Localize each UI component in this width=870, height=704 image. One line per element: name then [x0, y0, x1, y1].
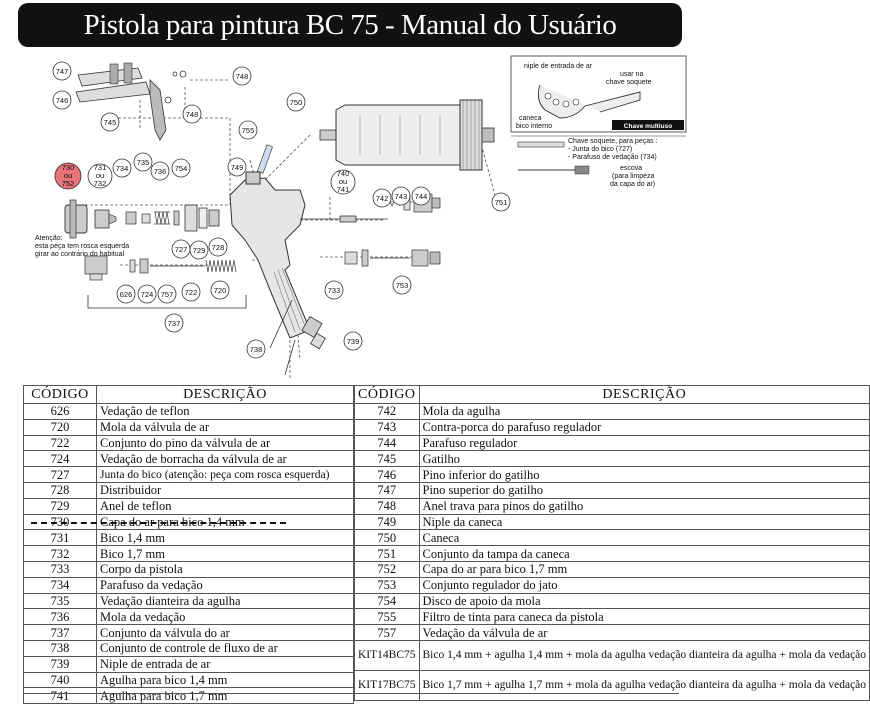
part-description: Conjunto do pino da válvula de ar [97, 435, 354, 451]
callout-729-label: 729 [192, 246, 206, 255]
part-description: Vedação de teflon [97, 404, 354, 420]
callout-734-label: 734 [115, 164, 129, 173]
description-header: DESCRIÇÃO [97, 386, 354, 404]
description-header: DESCRIÇÃO [419, 386, 870, 404]
bottom-rule [23, 693, 679, 694]
part-description: Capa do ar para bico 1,7 mm [419, 561, 870, 577]
callout-742-label: 742 [375, 194, 389, 203]
air-cap-illustration [65, 200, 87, 238]
table-row [355, 467, 870, 483]
wrench-socket-label-1: usar na [620, 71, 644, 78]
fan-regulator-illustration [345, 250, 440, 266]
callout-754-label: 754 [174, 164, 188, 173]
part-code: KIT14BC75 [355, 640, 420, 670]
part-code: 736 [24, 609, 97, 625]
gun-body-illustration [230, 172, 310, 338]
part-description: Conjunto regulador do jato [419, 577, 870, 593]
callout-753-label: 753 [395, 281, 409, 290]
attention-line-3: girar ao contrário do habitual [35, 251, 125, 258]
callout-740-label: 740 [336, 169, 350, 178]
part-code: 755 [355, 609, 420, 625]
part-code: 722 [24, 435, 97, 451]
callout-731-or: ou [95, 171, 105, 180]
part-description: Parafuso da vedação [97, 577, 354, 593]
part-code: 754 [355, 593, 420, 609]
table-row [355, 419, 870, 435]
part-code: KIT17BC75 [355, 670, 420, 700]
part-code: 731 [24, 530, 97, 546]
part-description: Niple de entrada de ar [97, 656, 354, 672]
callout-736-label: 736 [153, 167, 167, 176]
table-row [24, 498, 354, 514]
table-row [24, 419, 354, 435]
callout-722-label: 722 [184, 288, 198, 297]
part-code: 734 [24, 577, 97, 593]
table-row [24, 688, 354, 704]
part-description: Bico 1,7 mm [97, 546, 354, 562]
callout-733-label: 733 [327, 286, 341, 295]
wrench-cap-label-2: bico interno [516, 123, 553, 130]
part-code: 743 [355, 419, 420, 435]
part-code: 626 [24, 404, 97, 420]
table-row [355, 435, 870, 451]
callout-752-label: 752 [61, 179, 75, 188]
part-code: 741 [24, 688, 97, 704]
multi-wrench-badge: Chave multiuso [623, 123, 673, 130]
part-code: 739 [24, 656, 97, 672]
table-row [355, 670, 870, 700]
cup-illustration [320, 100, 494, 170]
part-description: Parafuso regulador [419, 435, 870, 451]
table-row [24, 404, 354, 420]
socket-wrench-icon [518, 142, 564, 147]
exploded-parts-diagram [0, 48, 700, 384]
parts-table-right [354, 385, 870, 701]
part-description: Filtro de tinta para caneca da pistola [419, 609, 870, 625]
callout-741-label: 741 [336, 185, 350, 194]
table-row [24, 451, 354, 467]
table-row [355, 514, 870, 530]
part-description: Anel de teflon [97, 498, 354, 514]
trigger-illustration [150, 80, 166, 140]
part-code: 742 [355, 404, 420, 420]
part-code: 729 [24, 498, 97, 514]
part-code: 749 [355, 514, 420, 530]
callout-749-label: 749 [230, 163, 244, 172]
nozzle-illustration [95, 210, 116, 228]
part-code: 747 [355, 482, 420, 498]
table-row [355, 593, 870, 609]
callout-747-label: 747 [55, 67, 69, 76]
part-code: 744 [355, 435, 420, 451]
table-row [24, 577, 354, 593]
callout-748-label: 748 [235, 72, 249, 81]
table-row [24, 546, 354, 562]
part-code: 751 [355, 546, 420, 562]
air-valve-parts-illustration [85, 256, 236, 280]
part-description: Corpo da pistola [97, 561, 354, 577]
table-row [355, 609, 870, 625]
part-description: Agulha para bico 1,4 mm [97, 672, 354, 688]
table-row [355, 498, 870, 514]
table-row [24, 435, 354, 451]
wrench-socket-label-2: chave soquete [606, 79, 652, 86]
part-description: Mola da vedação [97, 609, 354, 625]
code-header: CÓDIGO [24, 386, 97, 404]
callout-745-label: 745 [103, 118, 117, 127]
part-description: Pino inferior do gatilho [419, 467, 870, 483]
part-description: Bico 1,4 mm [97, 530, 354, 546]
table-row [24, 656, 354, 672]
part-description: Anel trava para pinos do gatilho [419, 498, 870, 514]
table-row [24, 609, 354, 625]
table-row [355, 577, 870, 593]
part-code: 724 [24, 451, 97, 467]
ring-clip-illustration [165, 71, 186, 103]
part-description: Mola da agulha [419, 404, 870, 420]
part-description: Junta do bico (atenção: peça com rosca esquerda) [97, 467, 354, 483]
table-row [355, 640, 870, 670]
part-code: 752 [355, 561, 420, 577]
socket-wrench-box [511, 136, 686, 188]
callout-732-label: 732 [93, 179, 107, 188]
callout-720-label: 720 [213, 286, 227, 295]
callout-755-label: 755 [241, 126, 255, 135]
part-code: 757 [355, 625, 420, 641]
table-row [24, 561, 354, 577]
parts-table-left [23, 385, 354, 704]
part-code: 732 [24, 546, 97, 562]
callout-748b-label: 748 [185, 110, 199, 119]
part-description: Disco de apoio da mola [419, 593, 870, 609]
part-description: Conjunto da válvula do ar [97, 625, 354, 641]
socket-line-1: Chave soquete, para peças : [568, 138, 658, 145]
callout-730-or: ou [63, 171, 73, 180]
needle-illustration [300, 216, 388, 222]
part-description: Distribuidor [97, 482, 354, 498]
part-description: Capa do ar para bico 1,4 mm [97, 514, 354, 530]
table-row [355, 625, 870, 641]
code-header: CÓDIGO [355, 386, 420, 404]
dashed-underline-730 [31, 522, 286, 524]
part-description: Agulha para bico 1,7 mm [97, 688, 354, 704]
part-code: 745 [355, 451, 420, 467]
table-row [24, 640, 354, 656]
part-code: 746 [355, 467, 420, 483]
multi-wrench-box [511, 56, 686, 132]
part-code: 727 [24, 467, 97, 483]
part-code: 750 [355, 530, 420, 546]
callout-750-label: 750 [289, 98, 303, 107]
table-row [355, 530, 870, 546]
table-row [24, 467, 354, 483]
part-description: Vedação de borracha da válvula de ar [97, 451, 354, 467]
callout-740-or: ou [338, 177, 348, 186]
callout-735-label: 735 [136, 158, 150, 167]
callout-728-label: 728 [211, 243, 225, 252]
part-description: Mola da válvula de ar [97, 419, 354, 435]
part-description: Conjunto da tampa da caneca [419, 546, 870, 562]
attention-note [35, 235, 129, 258]
table-row [24, 593, 354, 609]
table-row [355, 546, 870, 562]
needle-seal-parts-illustration [126, 211, 179, 225]
part-description: Bico 1,4 mm + agulha 1,4 mm + mola da agulha vedação dianteira da agulha + mola da vedação [419, 640, 870, 670]
callout-751-label: 751 [494, 198, 508, 207]
socket-line-3: - Parafuso de vedação (734) [568, 154, 657, 161]
part-code: 733 [24, 561, 97, 577]
table-row [355, 404, 870, 420]
part-description: Niple da caneca [419, 514, 870, 530]
trigger-pins-illustration [76, 63, 150, 102]
brush-line-2: (para limpeza [612, 173, 655, 180]
callout-737-label: 737 [167, 319, 181, 328]
part-description: Gatilho [419, 451, 870, 467]
table-row [24, 482, 354, 498]
callout-731-label: 731 [93, 163, 107, 172]
paint-filter-illustration [257, 145, 272, 173]
brush-line-1: escova [620, 165, 643, 172]
table-row [355, 561, 870, 577]
callout-739-label: 739 [346, 337, 360, 346]
brush-line-3: da capa do ar) [610, 181, 656, 188]
attention-line-2: esta peça tem rosca esquerda [35, 243, 130, 250]
part-description: Vedação dianteira da agulha [97, 593, 354, 609]
part-description: Contra-porca do parafuso regulador [419, 419, 870, 435]
part-code: 737 [24, 625, 97, 641]
part-code: 735 [24, 593, 97, 609]
callout-727-label: 727 [174, 245, 188, 254]
callout-744-label: 744 [414, 192, 428, 201]
page-title: Pistola para pintura BC 75 - Manual do Usuário [18, 3, 682, 47]
part-description: Conjunto de controle de fluxo de ar [97, 640, 354, 656]
table-row [24, 625, 354, 641]
attention-line-1: Atenção: [35, 235, 63, 242]
distributor-illustration [185, 205, 219, 231]
part-code: 728 [24, 482, 97, 498]
socket-line-2: - Junta do bico (727) [568, 146, 633, 153]
part-code: 740 [24, 672, 97, 688]
callout-730-label: 730 [61, 163, 75, 172]
table-row [24, 530, 354, 546]
part-description: Pino superior do gatilho [419, 482, 870, 498]
part-code: 753 [355, 577, 420, 593]
table-row [355, 482, 870, 498]
part-code: 730 [24, 514, 97, 530]
part-description: Caneca [419, 530, 870, 546]
part-code: 738 [24, 640, 97, 656]
callout-746-label: 746 [55, 96, 69, 105]
table-row [355, 451, 870, 467]
table-row [24, 672, 354, 688]
part-code: 720 [24, 419, 97, 435]
callout-738-label: 738 [249, 345, 263, 354]
part-description: Vedação da válvula de ar [419, 625, 870, 641]
wrench-cap-label-1: caneca [519, 115, 542, 122]
part-code: 748 [355, 498, 420, 514]
callout-743-label: 743 [394, 192, 408, 201]
callout-757-label: 757 [160, 290, 174, 299]
callout-724-label: 724 [140, 290, 154, 299]
callout-626-label: 626 [119, 290, 133, 299]
part-description: Bico 1,7 mm + agulha 1,7 mm + mola da agulha vedação dianteira da agulha + mola da vedação [419, 670, 870, 700]
wrench-inlet-label: niple de entrada de ar [524, 63, 593, 70]
